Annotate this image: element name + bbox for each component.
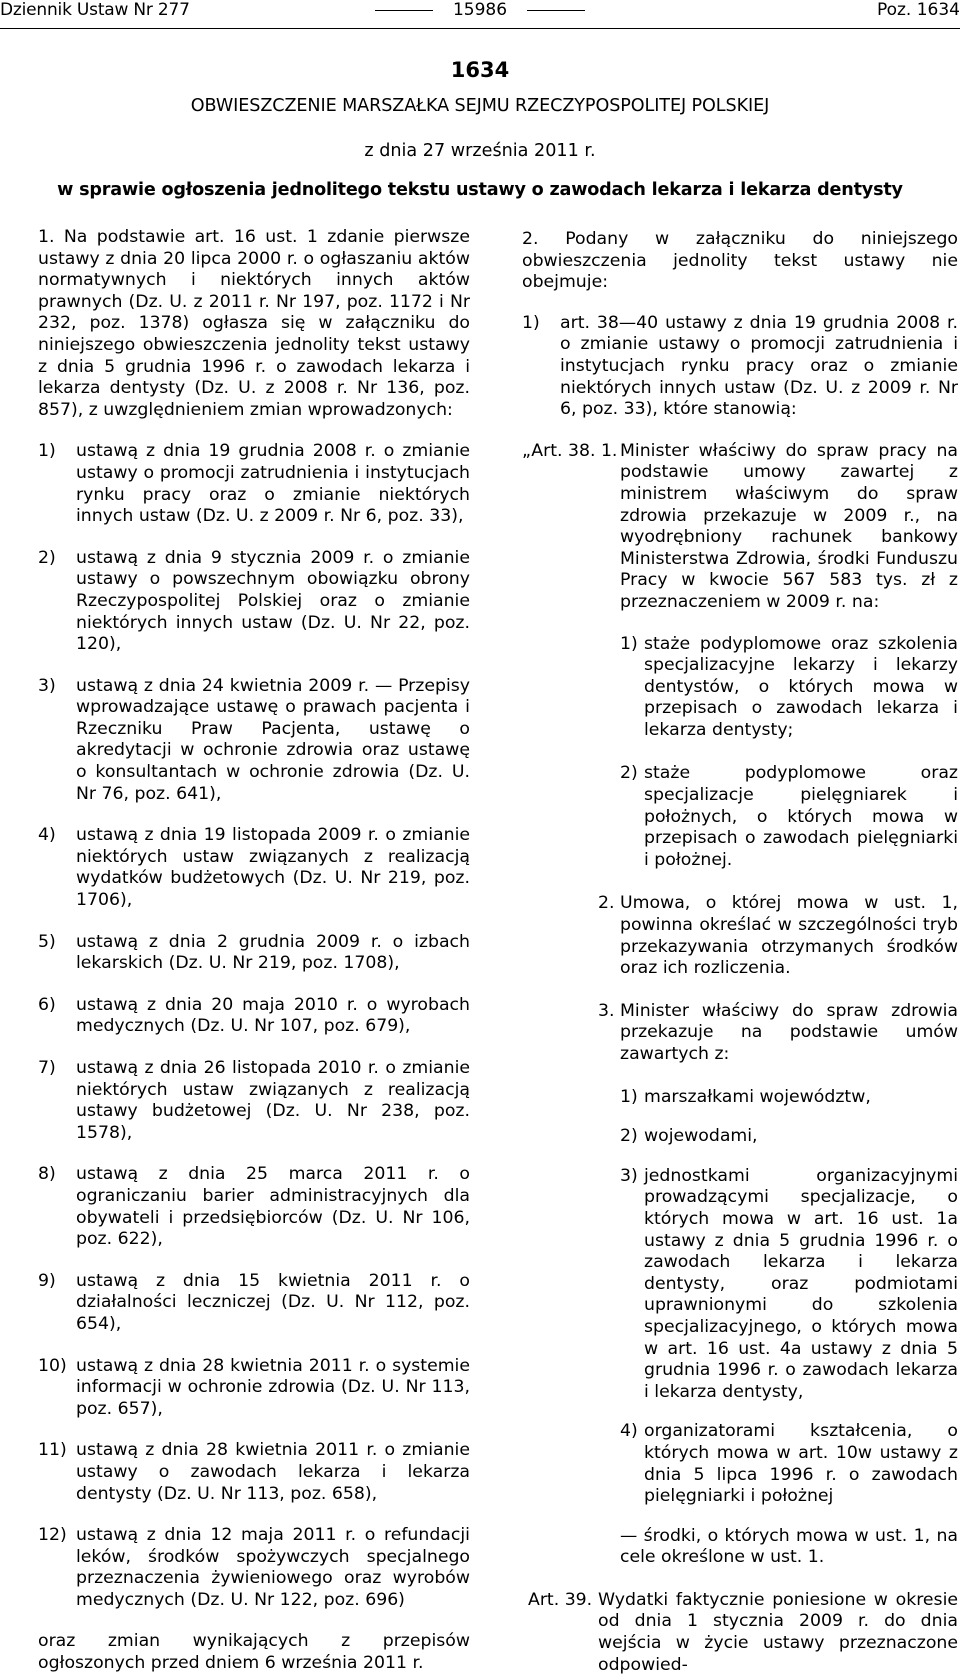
- art38-label: „Art. 38. 1.: [522, 440, 618, 461]
- art38-sub-number: 2): [620, 763, 638, 784]
- amendment-number: 2): [38, 547, 56, 568]
- document-subject: w sprawie ogłoszenia jednolitego tekstu ustawy o zawodach lekarza i lekarza dentysty: [57, 180, 903, 200]
- amendment-number: 3): [38, 675, 56, 696]
- exclusion-item-text: art. 38—40 ustawy z dnia 19 grudnia 2008 r. o zmianie ustawy o promocji zatrudnienia i instytucjach rynku pracy oraz o zmianie niektórych innych ustaw (Dz. U. z 2009 r. Nr 6, poz. 33), które stanowią:: [560, 312, 958, 420]
- amendment-item: [38, 676, 470, 806]
- art38-ust2: [522, 893, 958, 979]
- amendment-number: 8): [38, 1164, 56, 1185]
- ust3-sub-text: organizatorami kształcenia, o których mowa w art. 10w ustawy z dnia 5 lipca 1996 r. o zawodach pielęgniarki i położnej: [644, 1421, 958, 1507]
- page-header: [0, 0, 960, 40]
- ust3-sub-number: 2): [620, 1126, 638, 1147]
- ust3-sub-text: marszałkami województw,: [644, 1086, 871, 1107]
- art38-text: Minister właściwy do spraw pracy na podstawie umowy zawartej z ministrem właściwym do spraw zdrowia przekazuje w 2009 r., na wyodrębniony rachunek bankowy Ministerstwa Zdrowia, środki Funduszu Pracy w kwocie 567 583 tys. zł z przeznaczeniem w 2009 r. na:: [620, 440, 958, 612]
- amendment-item: [38, 548, 470, 656]
- document-date: z dnia 27 września 2011 r.: [364, 141, 596, 161]
- document-title: OBWIESZCZENIE MARSZAŁKA SEJMU RZECZYPOSPOLITEJ POLSKIEJ: [190, 96, 770, 116]
- document-number: 1634: [450, 58, 510, 82]
- ust3-sub-number: 1): [620, 1086, 638, 1107]
- art39: [522, 1590, 958, 1676]
- art38-ust1: [522, 441, 958, 614]
- intro-paragraph: 1. Na podstawie art. 16 ust. 1 zdanie pierwsze ustawy z dnia 20 lipca 2000 r. o ogłaszaniu aktów normatywnych i niektórych innych aktów prawnych (Dz. U. z 2011 r. Nr 197, poz. 1172 i Nr 232, poz. 1378) ogłasza się w załączniku do niniejszego obwieszczenia jednolity tekst ustawy z dnia 5 grudnia 1996 r. o zawodach lekarza i lekarza dentysty (Dz. U. z 2008 r. Nr 136, poz. 857), z uwzględnieniem zmian wprowadzonych:: [38, 227, 470, 420]
- ust3-sub-list: [522, 1087, 958, 1508]
- amendment-text: ustawą z dnia 19 grudnia 2008 r. o zmianie ustawy o promocji zatrudnienia i instytucjach rynku pracy oraz o zmianie niektórych innych ustaw (Dz. U. z 2009 r. Nr 6, poz. 33),: [76, 441, 470, 527]
- amendment-item: [38, 1440, 470, 1505]
- dash-right: [527, 10, 585, 11]
- amendment-item: [38, 825, 470, 911]
- amendment-item: [38, 1271, 470, 1336]
- amendment-number: 5): [38, 931, 56, 952]
- header-rule: [0, 28, 960, 29]
- ust3-tail: — środki, o których mowa w ust. 1, na cele określone w ust. 1.: [620, 1525, 958, 1568]
- art38-sub-item: [522, 634, 958, 742]
- amendment-text: ustawą z dnia 19 listopada 2009 r. o zmianie niektórych ustaw związanych z realizacją wydatków budżetowych (Dz. U. Nr 219, poz. 1706),: [76, 825, 470, 911]
- amendment-text: ustawą z dnia 25 marca 2011 r. o ograniczaniu barier administracyjnych dla obywateli i przedsiębiorców (Dz. U. Nr 106, poz. 622),: [76, 1164, 470, 1250]
- art38-sub-text: staże podyplomowe oraz specjalizacje pielęgniarek i położnych, o których mowa w przepisach o zawodach pielęgniarki i położnej.: [644, 763, 958, 870]
- amendment-number: 12): [38, 1525, 67, 1546]
- amendment-number: 11): [38, 1440, 67, 1461]
- position-number: Poz. 1634: [876, 0, 960, 20]
- exclusion-item-1: [522, 313, 958, 421]
- amendment-text: ustawą z dnia 15 kwietnia 2011 r. o działalności leczniczej (Dz. U. Nr 112, poz. 654),: [76, 1270, 470, 1334]
- amendment-text: ustawą z dnia 24 kwietnia 2009 r. — Przepisy wprowadzające ustawę o prawach pacjenta i Rzeczniku Praw Pacjenta, ustawę o akredytacji w ochronie zdrowia oraz ustawę o konsultantach w ochronie zdrowia (Dz. U. Nr 76, poz. 641),: [76, 675, 470, 804]
- left-column: [38, 227, 470, 1675]
- amendment-number: 1): [38, 441, 56, 462]
- journal-name: Dziennik Ustaw Nr 277: [0, 0, 190, 20]
- amendment-text: ustawą z dnia 20 maja 2010 r. o wyrobach medycznych (Dz. U. Nr 107, poz. 679),: [76, 994, 470, 1037]
- amendment-item: [38, 1525, 470, 1611]
- exclusion-item-number: 1): [522, 312, 540, 333]
- ust3-text: Minister właściwy do spraw zdrowia przekazuje na podstawie umów zawartych z:: [620, 1000, 958, 1064]
- ust3-sub-item: [522, 1421, 958, 1507]
- amendment-text: ustawą z dnia 9 stycznia 2009 r. o zmianie ustawy o powszechnym obowiązku obrony Rzeczypospolitej Polskiej oraz o zmianie niektórych innych ustaw (Dz. U. Nr 22, poz. 120),: [76, 547, 470, 655]
- ust2-number: 2.: [598, 893, 615, 914]
- art39-label: Art. 39.: [528, 1589, 593, 1610]
- art38-sub-item: [522, 763, 958, 871]
- art38-sub-number: 1): [620, 633, 638, 654]
- amendment-item: [38, 1058, 470, 1144]
- amendment-list: [38, 441, 470, 1611]
- amendment-item: [38, 441, 470, 527]
- amendment-item: [38, 995, 470, 1038]
- ust3-sub-item: [522, 1166, 958, 1404]
- amendment-item: [38, 1356, 470, 1421]
- amendment-text: ustawą z dnia 12 maja 2011 r. o refundacji leków, środków spożywczych specjalnego przeznaczenia żywieniowego oraz wyrobów medycznych (Dz. U. Nr 122, poz. 696): [76, 1525, 470, 1610]
- ust3-number: 3.: [598, 1000, 615, 1021]
- amendment-number: 4): [38, 825, 56, 846]
- amendment-item: [38, 932, 470, 975]
- amendment-text: ustawą z dnia 28 kwietnia 2011 r. o systemie informacji w ochronie zdrowia (Dz. U. Nr 113, poz. 657),: [76, 1355, 470, 1419]
- art38-sub-text: staże podyplomowe oraz szkolenia specjalizacyjne lekarzy i lekarzy dentystów, o których mowa w przepisach o zawodach lekarza i lekarza dentysty;: [644, 633, 958, 740]
- amendment-number: 10): [38, 1355, 67, 1376]
- art39-text: Wydatki faktycznie poniesione w okresie od dnia 1 stycznia 2009 r. do dnia wejścia w życie ustawy przeznaczone odpowied-: [598, 1589, 958, 1675]
- dash-left: [375, 10, 433, 11]
- ust3-sub-item: [522, 1087, 958, 1109]
- ust3-sub-item: [522, 1126, 958, 1148]
- ust3-sub-text: wojewodami,: [644, 1126, 758, 1147]
- page-number-text: 15986: [452, 0, 508, 20]
- amendment-number: 9): [38, 1270, 56, 1291]
- right-column: [522, 229, 958, 1676]
- amendment-number: 7): [38, 1058, 56, 1078]
- ust3-sub-text: jednostkami organizacyjnymi prowadzącymi specjalizacje, o których mowa w art. 16 ust. 1a ustawy z dnia 5 grudnia 1996 r. o zawodach lekarza i lekarza dentysty, oraz podmiotami uprawnionymi do szkolenia specjalizacyjnego, o których mowa w art. 16 ust. 4a ustawy z dnia 5 grudnia 1996 r. o zawodach lekarza i lekarza dentysty,: [644, 1165, 958, 1402]
- art38-ust3: [522, 1001, 958, 1066]
- amendment-number: 6): [38, 994, 56, 1015]
- ust3-sub-number: 4): [620, 1421, 638, 1442]
- ust3-sub-number: 3): [620, 1165, 638, 1186]
- amendment-text: ustawą z dnia 28 kwietnia 2011 r. o zmianie ustawy o zawodach lekarza i lekarza dentysty (Dz. U. Nr 113, poz. 658),: [76, 1440, 470, 1504]
- closing-paragraph: oraz zmian wynikających z przepisów ogłoszonych przed dniem 6 września 2011 r.: [38, 1631, 470, 1674]
- amendment-text: ustawą z dnia 2 grudnia 2009 r. o izbach lekarskich (Dz. U. Nr 219, poz. 1708),: [76, 931, 470, 974]
- art38-sub-list: [522, 634, 958, 872]
- amendment-text: ustawą z dnia 26 listopada 2010 r. o zmianie niektórych ustaw związanych z realizacją ustawy budżetowej (Dz. U. Nr 238, poz. 1578),: [76, 1058, 470, 1143]
- page-number: [0, 0, 960, 20]
- ust2-text: Umowa, o której mowa w ust. 1, powinna określać w szczególności tryb przekazywania otrzymanych środków oraz ich rozliczenia.: [620, 893, 958, 979]
- amendment-item: [38, 1164, 470, 1250]
- paragraph-2: 2. Podany w załączniku do niniejszego obwieszczenia jednolity tekst ustawy nie obejmuje:: [522, 229, 958, 293]
